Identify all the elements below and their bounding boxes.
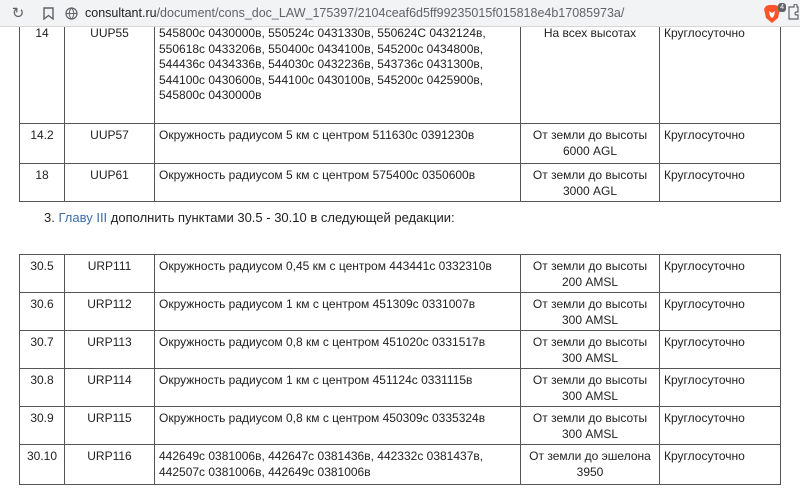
page-content bbox=[0, 27, 800, 501]
cell-alt: От земли до высоты 300 AMSL bbox=[521, 293, 660, 331]
brave-shields-icon[interactable] bbox=[763, 4, 783, 24]
cell-num: 30.10 bbox=[20, 445, 65, 485]
cell-num: 18 bbox=[20, 164, 65, 202]
table-row bbox=[20, 331, 781, 369]
cell-num: 30.5 bbox=[20, 255, 65, 293]
cell-num: 30.9 bbox=[20, 407, 65, 445]
cell-code: URP112 bbox=[65, 293, 155, 331]
cell-desc: Окружность радиусом 5 км с центром 511630с 0391230в bbox=[155, 124, 521, 164]
cell-alt: От земли до эшелона 3950 bbox=[521, 445, 660, 485]
site-info-icon[interactable] bbox=[63, 5, 79, 21]
url-path: /document/cons_doc_LAW_175397/2104ceaf6d5ff99235015f015818e4b17085973a/ bbox=[156, 6, 625, 20]
amendment-paragraph bbox=[44, 210, 455, 225]
cell-time: Круглосуточно bbox=[660, 293, 781, 331]
cell-alt: От земли до высоты 300 AMSL bbox=[521, 407, 660, 445]
bookmark-icon[interactable] bbox=[37, 2, 59, 24]
cell-num: 14.2 bbox=[20, 124, 65, 164]
cell-num: 14 bbox=[20, 27, 65, 124]
cell-code: URP111 bbox=[65, 255, 155, 293]
reload-icon[interactable]: ↻ bbox=[11, 5, 25, 22]
extensions-icon[interactable] bbox=[787, 4, 800, 24]
cell-time: Круглосуточно bbox=[660, 164, 781, 202]
cell-code: URP114 bbox=[65, 369, 155, 407]
cell-time: Круглосуточно bbox=[660, 445, 781, 485]
table-row bbox=[20, 27, 781, 124]
paragraph-suffix: дополнить пунктами 30.5 - 30.10 в следующей редакции: bbox=[107, 210, 455, 225]
airspace-table-1 bbox=[19, 27, 781, 202]
cell-desc: Окружность радиусом 0,8 км с центром 450309с 0335324в bbox=[155, 407, 521, 445]
cell-code: URP116 bbox=[65, 445, 155, 485]
cell-alt: От земли до высоты 3000 AGL bbox=[521, 164, 660, 202]
cell-desc: 545800с 0430000в, 550524с 0431330в, 550624С 0432124в, 550618с 0433206в, 550400с 0434100в, 545200с 0434800в, 544436с 0434336в, 544030с 0432236в, 543736с 0431300в, 544100с 0430600в, 544100с 0430100в, 545200с 0425900в, 545800с 0430000в bbox=[155, 27, 521, 124]
cell-time: Круглосуточно bbox=[660, 407, 781, 445]
brave-badge: 4 bbox=[780, 4, 784, 11]
table-row bbox=[20, 407, 781, 445]
cell-alt: На всех высотах bbox=[521, 27, 660, 124]
table-row bbox=[20, 369, 781, 407]
cell-desc: Окружность радиусом 1 км с центром 451124с 0331115в bbox=[155, 369, 521, 407]
cell-code: URP113 bbox=[65, 331, 155, 369]
cell-num: 30.7 bbox=[20, 331, 65, 369]
browser-toolbar bbox=[0, 0, 800, 27]
chapter-link[interactable]: Главу III bbox=[58, 210, 108, 225]
cell-alt: От земли до высоты 6000 AGL bbox=[521, 124, 660, 164]
table-row bbox=[20, 124, 781, 164]
cell-time: Круглосуточно bbox=[660, 27, 781, 124]
cell-desc: 442649с 0381006в, 442647с 0381436в, 442332с 0381437в, 442507с 0381006в, 442649с 0381006в bbox=[155, 445, 521, 485]
table-row bbox=[20, 164, 781, 202]
cell-alt: От земли до высоты 200 AMSL bbox=[521, 255, 660, 293]
cell-time: Круглосуточно bbox=[660, 255, 781, 293]
table-row bbox=[20, 255, 781, 293]
cell-code: UUP55 bbox=[65, 27, 155, 124]
address-bar[interactable] bbox=[85, 6, 624, 20]
cell-desc: Окружность радиусом 0,8 км с центром 451020с 0331517в bbox=[155, 331, 521, 369]
cell-desc: Окружность радиусом 1 км с центром 451309с 0331007в bbox=[155, 293, 521, 331]
cell-time: Круглосуточно bbox=[660, 369, 781, 407]
cell-time: Круглосуточно bbox=[660, 331, 781, 369]
cell-code: UUP57 bbox=[65, 124, 155, 164]
cell-alt: От земли до высоты 300 AMSL bbox=[521, 369, 660, 407]
url-host: consultant.ru bbox=[85, 6, 157, 20]
cell-alt: От земли до высоты 300 AMSL bbox=[521, 331, 660, 369]
cell-num: 30.8 bbox=[20, 369, 65, 407]
cell-code: URP115 bbox=[65, 407, 155, 445]
cell-desc: Окружность радиусом 5 км с центром 575400с 0350600в bbox=[155, 164, 521, 202]
cell-num: 30.6 bbox=[20, 293, 65, 331]
paragraph-prefix: 3. bbox=[44, 210, 59, 225]
cell-time: Круглосуточно bbox=[660, 124, 781, 164]
table-row bbox=[20, 445, 781, 485]
cell-desc: Окружность радиусом 0,45 км с центром 443441с 0332310в bbox=[155, 255, 521, 293]
airspace-table-2 bbox=[19, 254, 781, 485]
table-row bbox=[20, 293, 781, 331]
cell-code: UUP61 bbox=[65, 164, 155, 202]
